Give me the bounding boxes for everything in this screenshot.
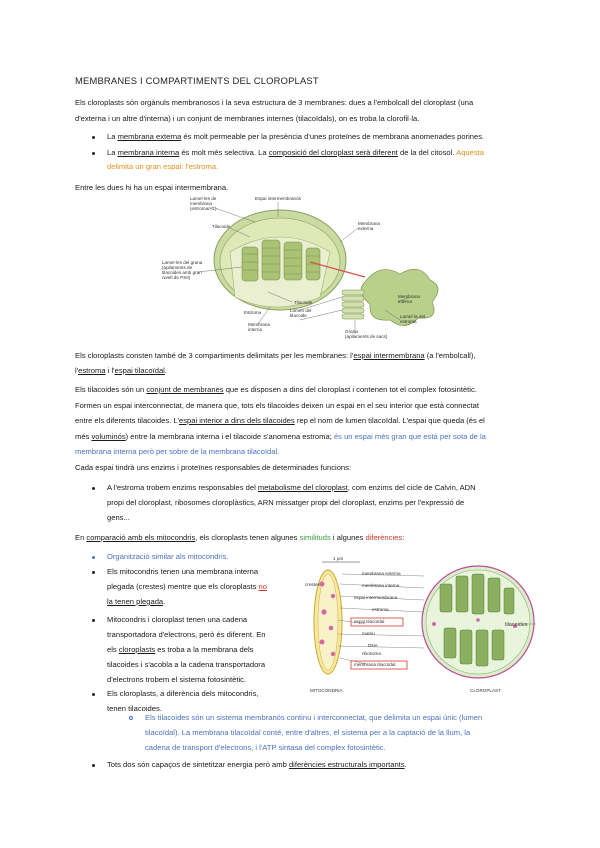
label-lumen-1: Lumen del [290,308,312,313]
label-ribosoma: ribosoma [362,651,381,656]
label-lamel-grana-1: Lamel·les del grana [162,260,203,265]
label-membrana-interna-2: interna [248,327,263,332]
bullet-dot [92,152,95,155]
compartments-line-1: Els cloroplasts consten també de 3 compartiments delimitats per les membranes: l'espai intermembrana (a l'embolcall), [75,351,476,360]
label-lamel-grana-2: (apilaments de [162,265,193,270]
tilacoides-line-4: més voluminós) entre la membrana interna i el tilacoide s'anomena estroma; és un espai més gran que està per sota de la [75,432,486,441]
intermembrana-text: Entre les dues hi ha un espai intermembrana. [75,183,229,192]
list2-b4-l2: tenen tilacoides. [107,704,162,713]
label-lamel-membrana-2: membrana [190,201,212,206]
label-lumen-2: tilacoide [290,313,307,318]
list2-sub-l1: Els tilacoides són un sistema membranós continu i interconnectat, que delimita un espai únic (lumen [145,713,483,722]
label-lamela-estroma-1: Lamel·la del [400,314,426,319]
label-lamel-membrana-3: (estroma/AL) [190,206,217,211]
list2-sub-l3: cadena de transport d'electrons, i l'ATP sintasa del complex fotosintètic. [145,743,386,752]
label-membrana-externa-2: externa [358,226,374,231]
label-lamel-grana-4: nivell de PSII) [162,275,191,280]
bullet-dot [92,487,95,490]
list2-b3-l5: d'electrons trobem el sistema fotosintètic. [107,675,247,684]
label-espai-intermembrana: espai intermembrana [354,595,398,600]
estroma-line-3: gens... [107,513,130,522]
list2-b1: Organització similar als mitocondris. [107,552,229,561]
label-membrana-externa: membrana externa [362,571,401,576]
bullet-membrana-externa: La membrana externa és molt permeable per la presència d'unes proteïnes de membrana anomenades porines. [107,132,485,141]
sub-bullet-circle [129,716,133,720]
label-membrana-interna-3: Membrana [398,294,420,299]
label-membrana-interna-4: interna [398,299,413,304]
intro-line-1: Els cloroplasts són orgànuls membranosos i la seva estructura de 3 membranes: dues a l'embolcall del cloroplast (una [75,98,474,107]
list2-sub-l2: tilacoïdal). La membrana tilacoïdal conté, entre d'altres, el sistema per a la captació de la llum, la [145,728,471,737]
label-lamel-membrana-1: Lamel·les de [190,196,217,201]
label-lamel-grana-3: tilacoides amb gran [162,270,202,275]
mitochondrion-inner [318,574,338,670]
tilacoides-line-5: membrana interna però per sobre de la membrana tilacoïdal. [75,447,280,456]
list2-b3-l3: els cloroplasts es troba a la membrana dels [107,645,254,654]
label-espai-intermembranos: Espai intermembranós [255,196,301,201]
enzims-text: Cada espai tindrà uns enzims i proteïnes responsables de determinades funcions: [75,463,352,472]
bullet-dot [92,693,95,696]
label-mitocondria: MITOCONDRIA [310,688,343,693]
list2-b3-l2: transportadora d'electrons, però és diferent. En [107,630,266,639]
bullet-membrana-interna: La membrana interna és molt més selectiva. La composició del cloroplast serà diferent de la del citosol. Aquesta [107,148,484,157]
bullet-dot [92,571,95,574]
bullet-dot [92,619,95,622]
chloroplast-figure [160,192,450,342]
list2-b3-l1: Mitocondris i cloroplast tenen una cadena [107,615,248,624]
label-lamela-estroma-2: estroma [400,319,417,324]
bullet-dot [92,764,95,767]
list2-b3-l4: tilacoides i s'acobla a la cadena transportadora [107,660,266,669]
label-espai-tilacoidal: espai tilacoïdal [354,619,385,624]
label-estroma: estroma [372,607,389,612]
bullet-dot [92,136,95,139]
estroma-line-1: A l'estroma trobem enzims responsables del metabolisme del cloroplast, com enzims del cicle de Calvin, ADN [107,483,476,492]
page-title: MEMBRANES I COMPARTIMENTS DEL CLOROPLAST [75,75,319,86]
label-cloroplast: CLOROPLAST [470,688,501,693]
tilacoides-line-1: Els tilacoides són un conjunt de membranes que es disposen a dins del cloroplast i contenen tot el complex fotosintètic. [75,385,477,394]
bullet-dot [92,556,95,559]
estroma-line-2: propi del cloroplast, ribosomes cloroplàstics, ARN missatger propi del cloroplast, enzims per l'expressió de [107,498,465,507]
list2-b2-l1: Els mitocondris tenen una membrana interna [107,567,259,576]
label-membrana-interna-1: Membrana [248,322,270,327]
label-tilacoide-1: Tilacoide [212,224,231,229]
label-grana-2: (apilaments de sacs) [345,334,388,339]
compartments-line-2: l'estroma i l'espai tilacoïdal. [75,366,167,375]
label-matriu: matriu [362,631,375,636]
bullet-membrana-interna-cont: delimita un gran espai: l'estroma. [107,162,219,171]
list2-b4-l1: Els cloroplasts, a diferència dels mitocondris, [107,689,259,698]
tilacoides-line-2: Formen un espai interconnectat, de manera que, tots els tilacoides deixen un espai en el seu interior que està connectat [75,401,479,410]
label-tilacoides: tilacoides [505,622,528,628]
tilacoides-line-3: entre els diferents tilacoides. L'espai interior a dins dels tilacoides rep el nom de lumen tilacoïdal. L'espai que queda (és el [75,416,485,425]
label-grana: Grana [345,329,358,334]
label-tilacoide-2: Tilacoide [294,300,313,305]
scale-label: 1 μm [333,556,344,561]
list2-b2-l3: la tenen plegada. [107,597,166,606]
label-estroma: Estroma [244,310,262,315]
comparacio-line: En comparació amb els mitocondris, els cloroplasts tenen algunes similituds i algunes diferències: [75,533,405,542]
label-dna: DNA [368,643,378,648]
label-membrana-externa-1: Membrana [358,221,380,226]
intro-line-2: d'externa i un altre d'interna) i un conjunt de membranes internes (tilacoïdals), on es troba la clorofil·la. [75,114,420,123]
mito-chloro-figure [300,554,540,696]
label-membrana-interna: membrana interna [362,583,400,588]
label-membrana-tilacoidal: membrana tilacoïdal [354,662,396,667]
list2-b5: Tots dos són capaços de sintetitzar energia però amb diferències estructurals importants. [107,760,407,769]
list2-b2-l2: plegada (crestes) mentre que els cloroplasts no [107,582,267,591]
crestes-label: crestes [305,582,320,587]
